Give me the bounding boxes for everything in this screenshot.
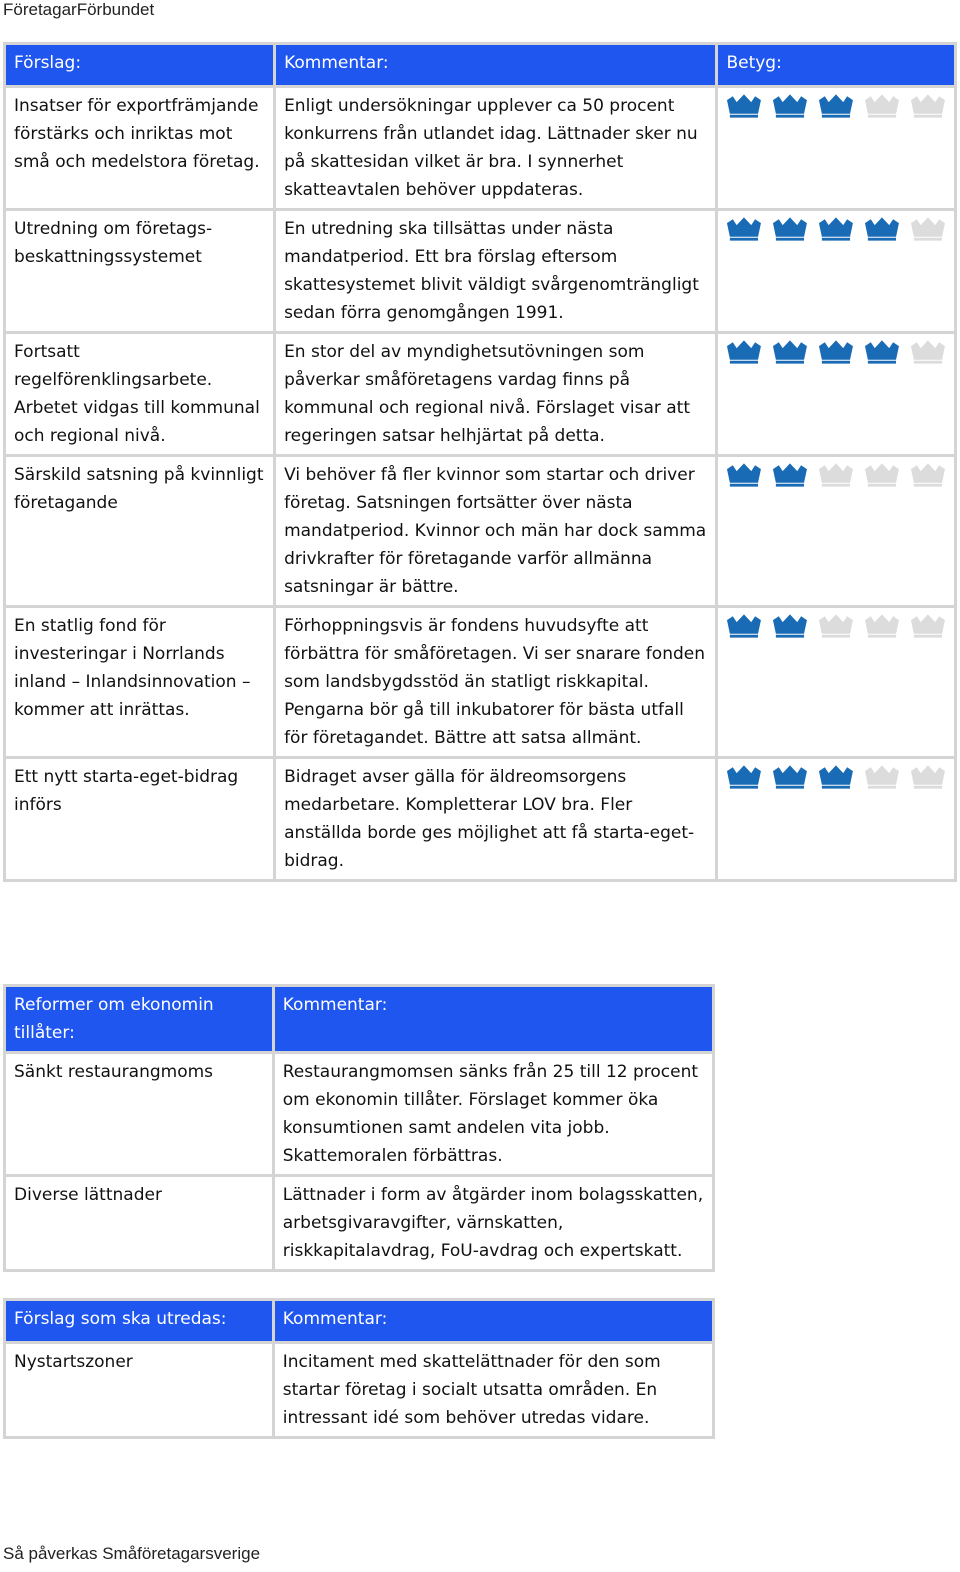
crown-icon — [818, 215, 854, 241]
crown-icon — [910, 612, 946, 638]
proposal-cell: Utredning om företags-beskattningssystemet — [5, 210, 275, 333]
reforms-table — [3, 984, 715, 1272]
crown-icon — [818, 461, 854, 487]
crown-icon — [864, 215, 900, 241]
comment-cell: Vi behöver få fler kvinnor som startar och driver företag. Satsningen fortsätter över nästa mandatperiod. Kvinnor och män har dock samma drivkrafter för företagande varför allmänna satsningar är bättre. — [275, 456, 717, 607]
column-header-reform: Reformer om ekonomin tillåter: — [5, 986, 274, 1053]
proposal-cell: Nystartszoner — [5, 1343, 274, 1438]
comment-cell: Lättnader i form av åtgärder inom bolagsskatten, arbetsgivaravgifter, värnskatten, riskkapitalavdrag, FoU-avdrag och expertskatt. — [273, 1176, 713, 1271]
comment-cell: Restaurangmomsen sänks från 25 till 12 procent om ekonomin tillåter. Förslaget kommer öka konsumtionen samt andelen vita jobb. Skattemoralen förbättras. — [273, 1053, 713, 1176]
column-header-investigate: Förslag som ska utredas: — [5, 1300, 274, 1343]
crown-rating — [726, 612, 946, 638]
table-row — [5, 87, 956, 210]
crown-icon — [864, 338, 900, 364]
crown-icon — [864, 763, 900, 789]
column-header-proposal: Förslag: — [5, 44, 275, 87]
comment-cell: Incitament med skattelättnader för den som startar företag i socialt utsatta områden. En intressant idé som behöver utredas vidare. — [273, 1343, 713, 1438]
column-header-comment: Kommentar: — [273, 986, 713, 1053]
table-row — [5, 1176, 714, 1271]
proposal-cell: Insatser för exportfrämjande förstärks och inriktas mot små och medelstora företag. — [5, 87, 275, 210]
crown-icon — [864, 461, 900, 487]
comment-cell: Förhoppningsvis är fondens huvudsyfte att förbättra för småföretagen. Vi ser snarare fonden som landsbygdsstöd än statligt riskkapital. Pengarna bör gå till inkubatorer för bästa utfall för företagandet. Bättre att satsa allmänt. — [275, 607, 717, 758]
table-row — [5, 1053, 714, 1176]
proposal-cell: Ett nytt starta-eget-bidrag införs — [5, 758, 275, 881]
crown-icon — [818, 612, 854, 638]
comment-cell: Bidraget avser gälla för äldreomsorgens medarbetare. Kompletterar LOV bra. Fler anställda borde ges möjlighet att få starta-eget-bidrag. — [275, 758, 717, 881]
column-header-comment: Kommentar: — [275, 44, 717, 87]
crown-icon — [772, 461, 808, 487]
table-row — [5, 607, 956, 758]
crown-rating — [726, 461, 946, 487]
table-header-row — [5, 44, 956, 87]
crown-icon — [772, 215, 808, 241]
crown-icon — [910, 92, 946, 118]
column-header-rating: Betyg: — [717, 44, 956, 87]
crown-icon — [772, 338, 808, 364]
table-row — [5, 333, 956, 456]
crown-icon — [726, 461, 762, 487]
crown-icon — [910, 461, 946, 487]
crown-icon — [726, 612, 762, 638]
rating-cell — [717, 758, 956, 881]
crown-icon — [910, 215, 946, 241]
crown-rating — [726, 92, 946, 118]
table-header-row — [5, 986, 714, 1053]
crown-icon — [818, 92, 854, 118]
table-row — [5, 1343, 714, 1438]
crown-rating — [726, 338, 946, 364]
proposal-cell: Diverse lättnader — [5, 1176, 274, 1271]
proposals-table — [3, 42, 957, 882]
table-header-row — [5, 1300, 714, 1343]
investigate-table — [3, 1298, 715, 1439]
table-row — [5, 758, 956, 881]
crown-icon — [772, 92, 808, 118]
rating-cell — [717, 456, 956, 607]
rating-cell — [717, 210, 956, 333]
crown-icon — [726, 215, 762, 241]
crown-icon — [910, 763, 946, 789]
table-row — [5, 210, 956, 333]
crown-icon — [818, 338, 854, 364]
proposal-cell: Fortsatt regelförenklingsarbete. Arbetet vidgas till kommunal och regional nivå. — [5, 333, 275, 456]
crown-icon — [910, 338, 946, 364]
crown-icon — [772, 763, 808, 789]
proposal-cell: Särskild satsning på kvinnligt företagande — [5, 456, 275, 607]
rating-cell — [717, 607, 956, 758]
crown-rating — [726, 763, 946, 789]
rating-cell — [717, 87, 956, 210]
proposal-cell: En statlig fond för investeringar i Norrlands inland – Inlandsinnovation – kommer att inrättas. — [5, 607, 275, 758]
page-footer: Så påverkas Småföretagarsverige — [3, 1544, 261, 1563]
crown-icon — [726, 338, 762, 364]
crown-icon — [772, 612, 808, 638]
comment-cell: En stor del av myndighetsutövningen som påverkar småföretagens vardag finns på kommunal och regional nivå. Förslaget visar att regeringen satsar helhjärtat på detta. — [275, 333, 717, 456]
crown-icon — [818, 763, 854, 789]
rating-cell — [717, 333, 956, 456]
crown-icon — [864, 612, 900, 638]
crown-rating — [726, 215, 946, 241]
crown-icon — [726, 763, 762, 789]
crown-icon — [726, 92, 762, 118]
crown-icon — [864, 92, 900, 118]
table-row — [5, 456, 956, 607]
comment-cell: Enligt undersökningar upplever ca 50 procent konkurrens från utlandet idag. Lättnader sker nu på skattesidan vilket är bra. I synnerhet skatteavtalen behöver uppdateras. — [275, 87, 717, 210]
column-header-comment: Kommentar: — [273, 1300, 713, 1343]
proposal-cell: Sänkt restaurangmoms — [5, 1053, 274, 1176]
comment-cell: En utredning ska tillsättas under nästa mandatperiod. Ett bra förslag eftersom skattesystemet blivit väldigt svårgenomträngligt sedan förra genomgången 1991. — [275, 210, 717, 333]
organization-name: FöretagarFörbundet — [3, 0, 155, 19]
